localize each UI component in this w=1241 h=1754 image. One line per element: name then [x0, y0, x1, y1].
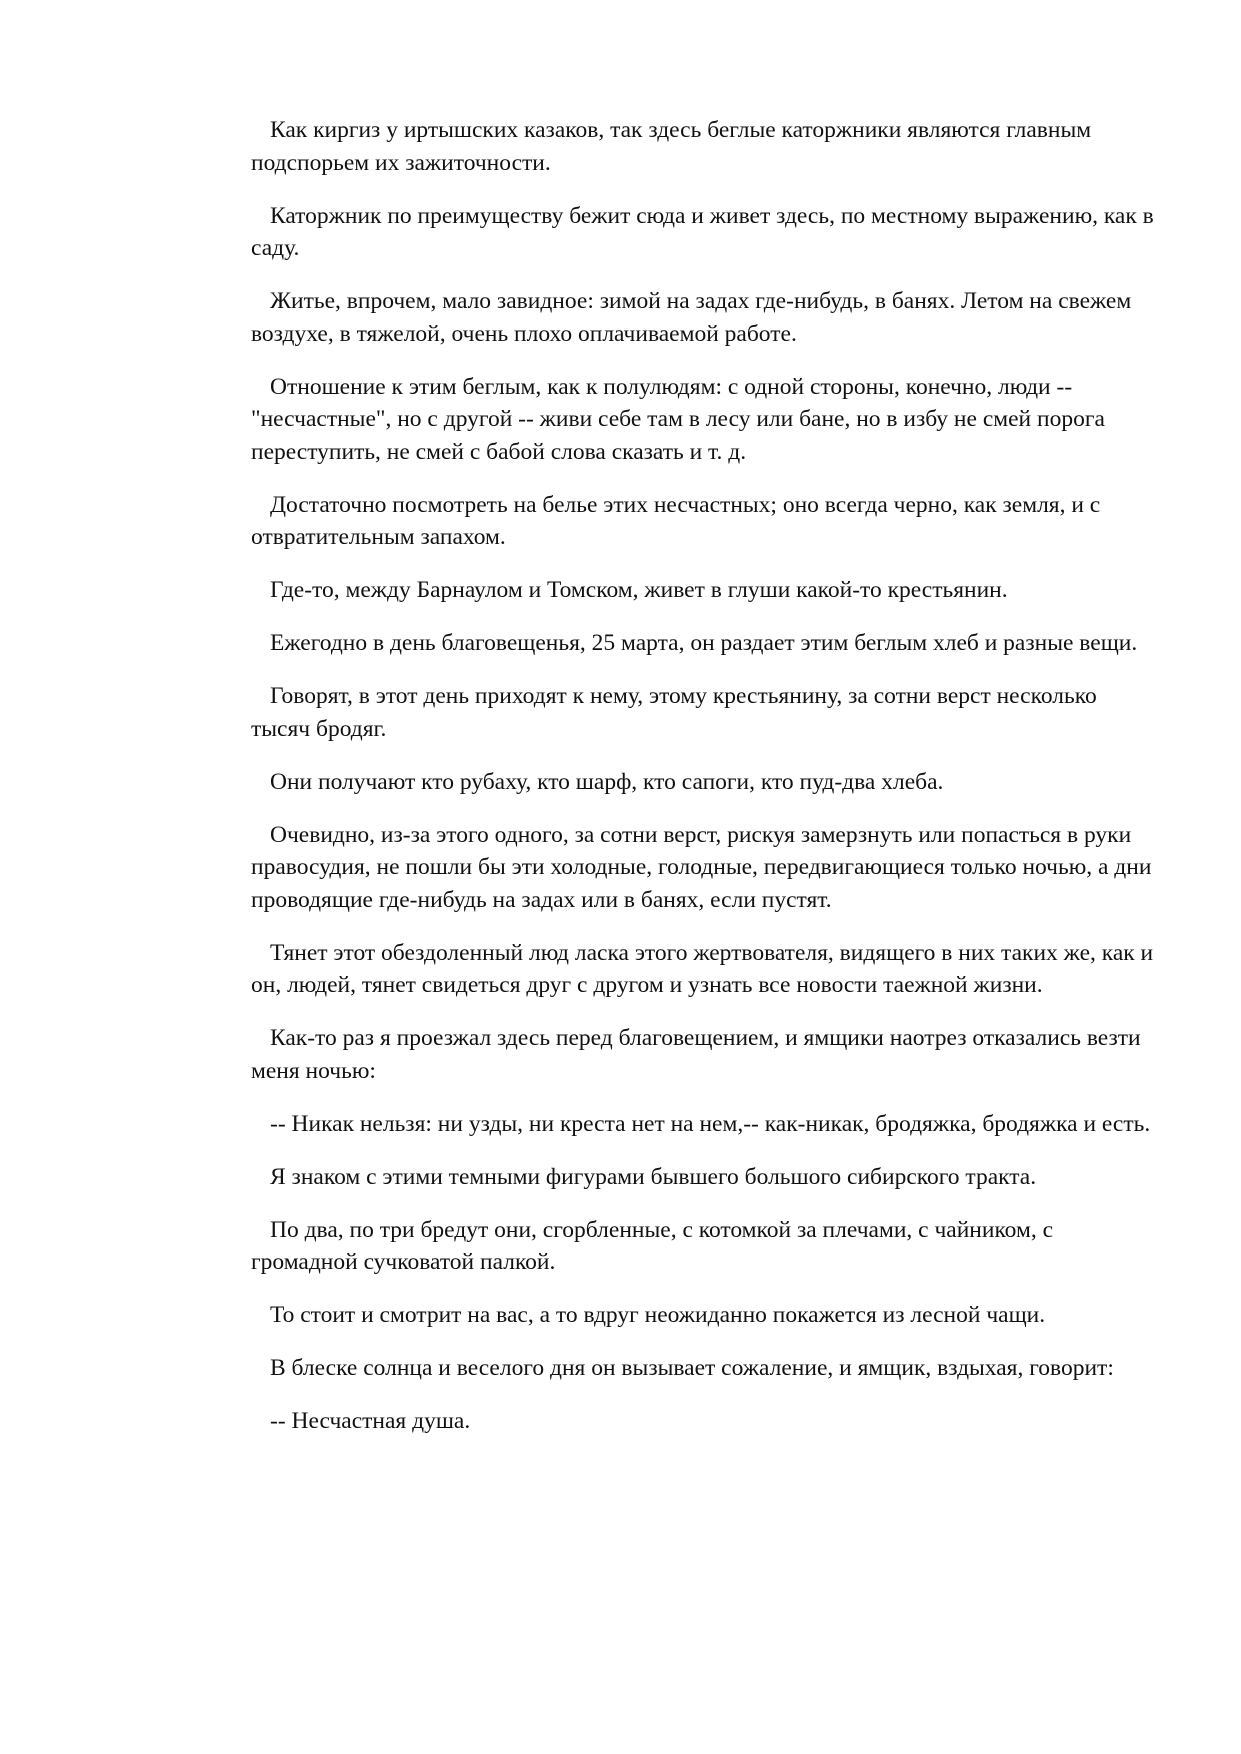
- paragraph-6: Где-то, между Барнаулом и Томском, живет в глуши какой-то крестьянин.: [270, 577, 1008, 603]
- paragraph-1: Как киргиз у иртышских казаков, так здесь беглые каторжники являются главным подспорьем их зажиточности.: [251, 117, 1092, 176]
- paragraph-13: -- Никак нельзя: ни узды, ни креста нет на нем,-- как-никак, бродяжка, бродяжка и есть.: [270, 1110, 1151, 1137]
- paragraph-10: Очевидно, из-за этого одного, за сотни верст, рискуя замерзнуть или попасться в руки правосудия, не пошли бы эти холодные, голодные, передвигающиеся только ночью, а дни проводящие где-нибудь на задах или в банях, если пустят.: [251, 821, 1152, 913]
- paragraph-4: Отношение к этим беглым, как к полулюдям: с одной стороны, конечно, люди -- "несчастные", но с другой -- живи себе там в лесу или бане, но в избу не смей порога переступить, не смей с бабой слова сказать и т. д.: [251, 373, 1105, 465]
- paragraph-7: Ежегодно в день благовещенья, 25 марта, он раздает этим беглым хлеб и разные вещи.: [270, 630, 1138, 656]
- document-body: [251, 114, 1156, 1458]
- paragraph-14: Я знаком с этими темными фигурами бывшего большого сибирского тракта.: [270, 1163, 1037, 1190]
- paragraph-17: В блеске солнца и веселого дня он вызывает сожаление, и ямщик, вздыхая, говорит:: [270, 1355, 1114, 1381]
- paragraph-2: Каторжник по преимуществу бежит сюда и живет здесь, по местному выражению, как в саду.: [251, 202, 1154, 261]
- paragraph-16: То стоит и смотрит на вас, а то вдруг неожиданно покажется из лесной чащи.: [270, 1302, 1046, 1328]
- paragraph-8: Говорят, в этот день приходят к нему, этому крестьянину, за сотни верст несколько тысяч бродяг.: [251, 683, 1097, 742]
- paragraph-9: Они получают кто рубаху, кто шарф, кто сапоги, кто пуд-два хлеба.: [270, 768, 944, 795]
- paragraph-12: Как-то раз я проезжал здесь перед благовещением, и ямщики наотрез отказались везти меня ночью:: [251, 1025, 1141, 1084]
- paragraph-11: Тянет этот обездоленный люд ласка этого жертвователя, видящего в них таких же, как и он, людей, тянет свидеться друг с другом и узнать все новости таежной жизни.: [251, 939, 1154, 998]
- paragraph-15: По два, по три бредут они, сгорбленные, с котомкой за плечами, с чайником, с громадной сучковатой палкой.: [251, 1216, 1054, 1275]
- paragraph-18: -- Несчастная душа.: [270, 1408, 471, 1434]
- paragraph-3: Житье, впрочем, мало завидное: зимой на задах где-нибудь, в банях. Летом на свежем воздухе, в тяжелой, очень плохо оплачиваемой работе.: [251, 288, 1132, 347]
- paragraph-5: Достаточно посмотреть на белье этих несчастных; оно всегда черно, как земля, и с отвратительным запахом.: [251, 491, 1101, 550]
